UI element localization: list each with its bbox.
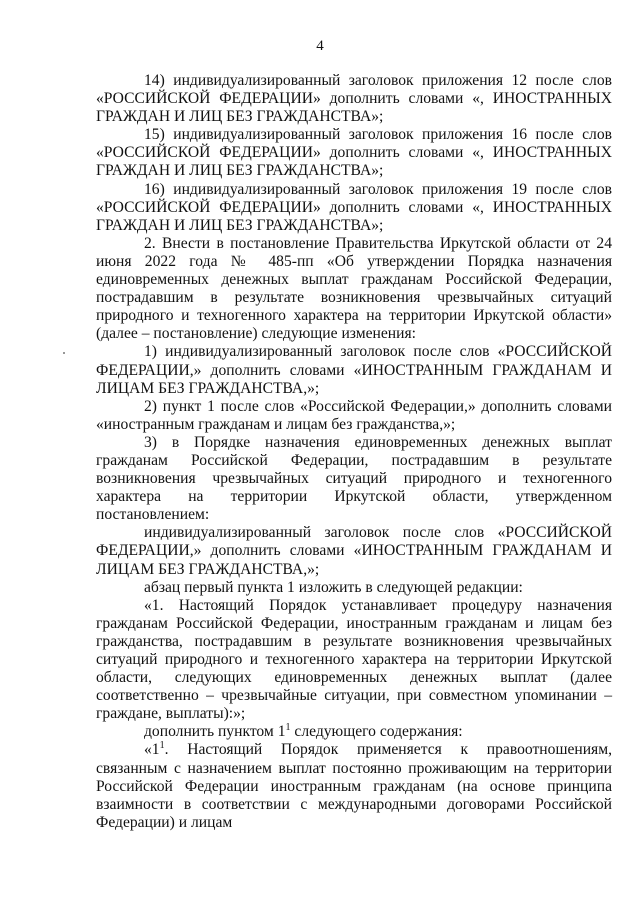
paragraph-supplement: [96, 723, 612, 741]
paragraph-quoted-point-1-1: [96, 741, 612, 831]
point-1-1-superscript: 1: [159, 740, 165, 752]
paragraph-item-16: 16) индивидуализированный заголовок приложения 19 после слов «РОССИЙСКОЙ ФЕДЕРАЦИИ» дополнить словами «, ИНОСТРАННЫХ ГРАЖДАН И ЛИЦ БЕЗ ГРАЖДАНСТВА»;: [96, 180, 612, 234]
point-1-1-text-before: «1: [144, 741, 160, 759]
paragraph-item-15: 15) индивидуализированный заголовок приложения 16 после слов «РОССИЙСКОЙ ФЕДЕРАЦИИ» дополнить словами «, ИНОСТРАННЫХ ГРАЖДАН И ЛИЦ БЕЗ ГРАЖДАНСТВА»;: [96, 126, 612, 180]
paragraph-sub-3: 3) в Порядке назначения единовременных денежных выплат гражданам Российской Федерации, пострадавшим в результате возникновения чрезвычайных ситуаций природного и техногенного характера на территории Иркутской области, утвержденном постановлением:: [96, 433, 612, 524]
paragraph-quoted-point-1: «1. Настоящий Порядок устанавливает процедуру назначения гражданам Российской Федерации, иностранным гражданам и лицам без гражданства, пострадавшим в результате возникновения чрезвычайных ситуаций природного и техногенного характера на территории Иркутской области, следующих единовременных денежных выплат (далее соответственно – чрезвычайные ситуации, при совместном упоминании – граждане, выплаты):»;: [96, 596, 612, 723]
paragraph-sub-2: 2) пункт 1 после слов «Российской Федерации,» дополнить словами «иностранным гражданам и лицам без гражданства,»;: [96, 397, 612, 433]
paragraph-item-14: 14) индивидуализированный заголовок приложения 12 после слов «РОССИЙСКОЙ ФЕДЕРАЦИИ» дополнить словами «, ИНОСТРАННЫХ ГРАЖДАН И ЛИЦ БЕЗ ГРАЖДАНСТВА»;: [96, 72, 612, 126]
paragraph-header-change: индивидуализированный заголовок после слов «РОССИЙСКОЙ ФЕДЕРАЦИИ,» дополнить словами «ИНОСТРАННЫМ ГРАЖДАНАМ И ЛИЦАМ БЕЗ ГРАЖДАНСТВА,»;: [96, 524, 612, 578]
page-number: 4: [316, 38, 324, 54]
point-1-1-text-after: . Настоящий Порядок применяется к правоотношениям, связанным с назначением выплат постоянно проживающим на территории Российской Федерации иностранным гражданам (на основе принципа взаимности в соответствии с международными договорами Российской Федерации) и лицам: [96, 741, 612, 831]
supplement-text-before: дополнить пунктом 1: [144, 723, 286, 741]
margin-mark: [63, 352, 65, 354]
paragraph-sub-1: 1) индивидуализированный заголовок после слов «РОССИЙСКОЙ ФЕДЕРАЦИИ,» дополнить словами «ИНОСТРАННЫМ ГРАЖДАНАМ И ЛИЦАМ БЕЗ ГРАЖДАНСТВА,»;: [96, 343, 612, 397]
supplement-text-after: следующего содержания:: [290, 723, 463, 741]
document-body: [96, 72, 612, 832]
supplement-superscript: 1: [285, 722, 291, 734]
paragraph-section-2: 2. Внести в постановление Правительства Иркутской области от 24 июня 2022 года № 485-пп «Об утверждении Порядка назначения единовременных денежных выплат гражданам Российской Федерации, пострадавшим в результате возникновения чрезвычайных ситуаций природного и техногенного характера на территории Иркутской области» (далее – постановление) следующие изменения:: [96, 234, 612, 343]
paragraph-abzac-intro: абзац первый пункта 1 изложить в следующей редакции:: [144, 578, 523, 596]
